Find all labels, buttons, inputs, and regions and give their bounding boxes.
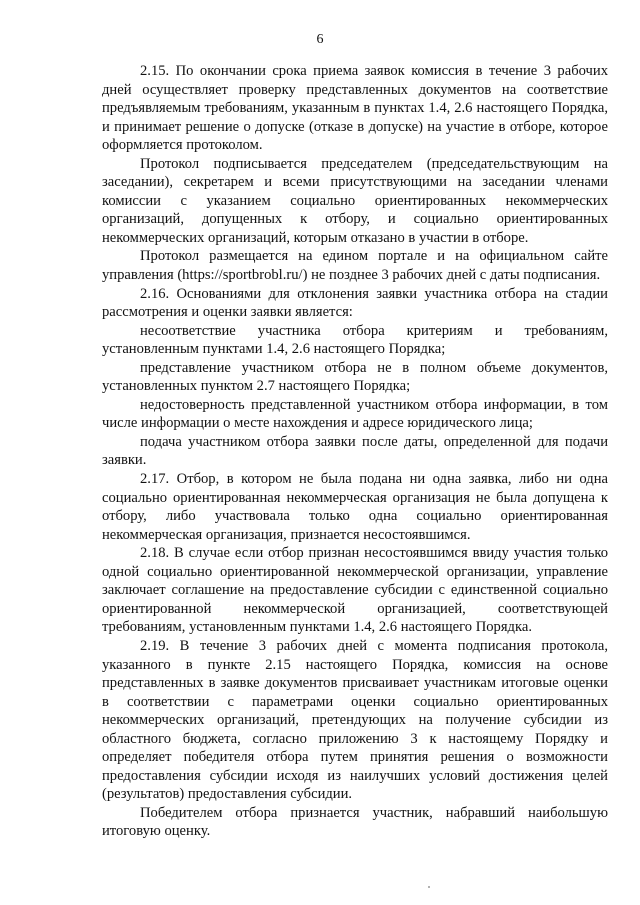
page-number: 6 — [316, 32, 324, 47]
paragraph-2-19: 2.19. В течение 3 рабочих дней с момента подписания протокола, указанного в пункте 2.15 настоящего Порядка, комиссия на основе представленных в заявке документов присваивает участникам итоговые оценки в соответствии с параметрами оценки социально ориентированных некоммерческих организаций, претендующих на получение субсидии из областного бюджета, согласно приложению 3 к настоящему Порядку и определяет победителя отбора путем принятия решения о возможности предоставления субсидии исходя из наилучших условий достижения целей (результатов) предоставления субсидии. — [102, 637, 608, 803]
paragraph-rejection-reason-1: несоответствие участника отбора критериям и требованиям, установленным пунктами 1.4, 2.6 настоящего Порядка; — [102, 322, 608, 358]
document-body — [102, 62, 608, 841]
paragraph-2-17: 2.17. Отбор, в котором не была подана ни одна заявка, либо ни одна социально ориентированная некоммерческая организация не была допущена к отбору, либо участвовала только одна социально ориентированная некоммерческая организация, признается несостоявшимся. — [102, 471, 608, 543]
paragraph-rejection-reason-4: подача участником отбора заявки после даты, определенной для подачи заявки. — [102, 433, 608, 469]
scan-speck — [428, 886, 430, 888]
paragraph-winner: Победителем отбора признается участник, набравший наибольшую итоговую оценку. — [102, 804, 608, 840]
paragraph-rejection-reason-2: представление участником отбора не в полном объеме документов, установленных пунктом 2.7 настоящего Порядка; — [102, 359, 608, 395]
paragraph-protocol-signing: Протокол подписывается председателем (председательствующим на заседании), секретарем и всеми присутствующими на заседании членами комиссии с указанием социально ориентированных некоммерческих организаций, допущенных к отбору, и социально ориентированных некоммерческих организаций, которым отказано в участии в отборе. — [102, 155, 608, 246]
paragraph-2-15: 2.15. По окончании срока приема заявок комиссия в течение 3 рабочих дней осуществляет проверку представленных документов на соответствие предъявляемым требованиям, указанным в пунктах 1.4, 2.6 настоящего Порядка, и принимает решение о допуске (отказе в допуске) на участие в отборе, которое оформляется протоколом. — [102, 63, 608, 154]
paragraph-rejection-reason-3: недостоверность представленной участником отбора информации, в том числе информации о месте нахождения и адресе юридического лица; — [102, 396, 608, 432]
paragraph-2-18: 2.18. В случае если отбор признан несостоявшимся ввиду участия только одной социально ориентированной некоммерческой организации, управление заключает соглашение на предоставление субсидии с единственной социально ориентированной некоммерческой организацией, соответствующей требованиям, установленным пунктами 1.4, 2.6 настоящего Порядка. — [102, 545, 608, 636]
paragraph-protocol-publication: Протокол размещается на едином портале и на официальном сайте управления (https://sportbrobl.ru/) не позднее 3 рабочих дней с даты подписания. — [102, 248, 608, 284]
paragraph-2-16: 2.16. Основаниями для отклонения заявки участника отбора на стадии рассмотрения и оценки заявки является: — [102, 285, 608, 321]
